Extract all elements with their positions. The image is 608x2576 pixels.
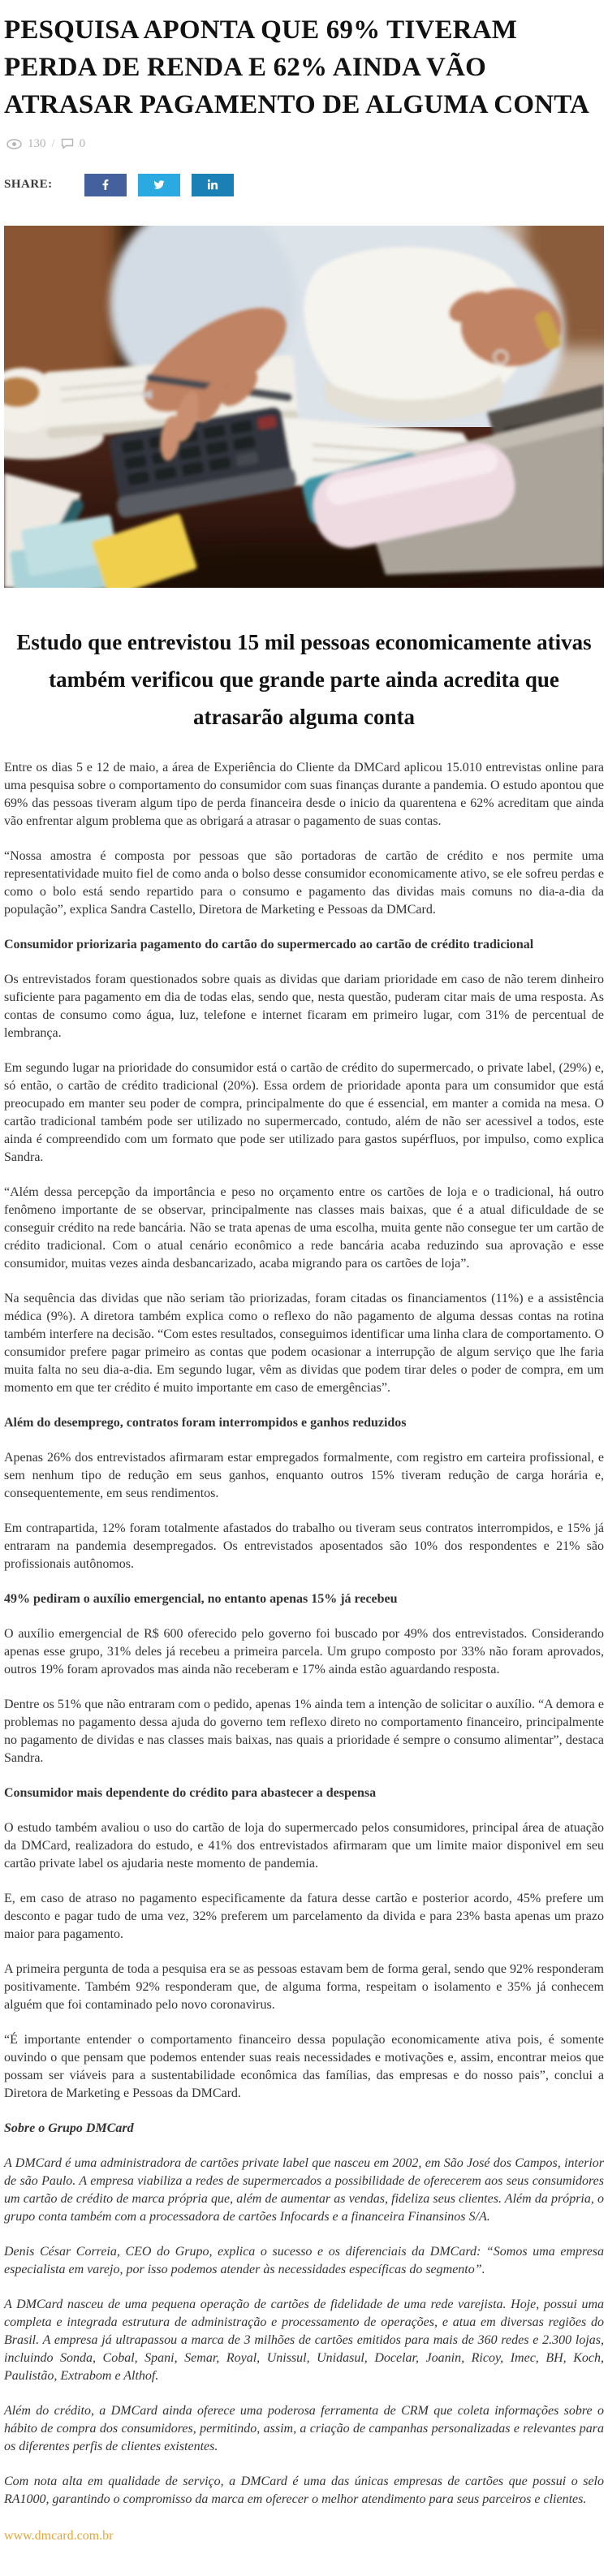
share-linkedin-button[interactable] (192, 174, 234, 196)
section-heading: 49% pediram o auxílio emergencial, no entanto apenas 15% já recebeu (4, 1591, 398, 1606)
views-count: 130 (28, 136, 46, 150)
article-paragraph: E, em caso de atraso no pagamento especificamente da fatura desse cartão e posterior acordo, 45% prefere um desconto e pagar tudo de uma vez, 32% preferem um parcelamento da divida e para 23% basta apenas um prazo maior para pagamento. (4, 1891, 604, 1941)
comments-count: 0 (79, 136, 86, 150)
article-paragraph: Em contrapartida, 12% foram totalmente afastados do trabalho ou tiveram seus contratos interrompidos, e 15% já entraram na pandemia desempregados. Os entrevistados aposentados são 10% dos respondentes e 21% são profissionais autônomos. (4, 1521, 604, 1571)
share-facebook-button[interactable] (84, 174, 127, 196)
article-paragraph: Denis César Correia, CEO do Grupo, explica o sucesso e os diferenciais da DMCard: “Somos uma empresa especialista em varejo, por isso podemos atender às necessidades específicas do segmento”. (4, 2244, 604, 2276)
article-paragraph: O estudo também avaliou o uso do cartão de loja do supermercado pelos consumidores, principal área de atuação da DMCard, realizadora do estudo, e 41% dos entrevistados afirmaram que um limite maior disponivel em seu cartão private label os ajudaria neste momento de pandemia. (4, 1820, 604, 1871)
views-icon (6, 139, 22, 149)
article-paragraph: Apenas 26% dos entrevistados afirmaram estar empregados formalmente, com registro em carteira profissional, e sem nenhum tipo de redução em seus ganhos, enquanto outros 15% tiveram redução de carga horária e, consequentemente, em seus rendimentos. (4, 1450, 604, 1500)
article-paragraph: A DMCard nasceu de uma pequena operação de cartões de fidelidade de uma rede varejista. Hoje, possui uma completa e integrada estrutura de administração e processamento de operações, e atua em diversas regiões do Brasil. A empresa já ultrapassou a marca de 3 milhões de cartões emitidos para mais de 360 redes e 2.300 lojas, incluindo Sonda, Cobal, Spani, Semar, Royal, Unissul, Unidasul, Docelar, Joanin, Ricoy, Imec, BH, Koch, Paulistão, Extrabom e Althof. (4, 2297, 604, 2383)
article-body (4, 759, 604, 2544)
section-heading: Consumidor mais dependente do crédito para abastecer a despensa (4, 1785, 377, 1800)
article-subtitle: Estudo que entrevistou 15 mil pessoas economicamente ativas também verificou que grande parte ainda acredita que atrasarão alguma conta (16, 629, 592, 730)
dmcard-website-link[interactable]: www.dmcard.com.br (4, 2528, 114, 2543)
twitter-icon (153, 179, 166, 190)
linkedin-icon (207, 179, 218, 191)
article-paragraph: Os entrevistados foram questionados sobre quais as dividas que dariam prioridade em caso de não terem dinheiro suficiente para pagamento em dia de todas elas, sendo que, nesta questão, puderam citar mais de uma resposta. As contas de consumo como água, luz, telefone e internet ficaram em primeiro lugar, com 31% de percentual de lembrança. (4, 972, 604, 1040)
meta-separator: / (51, 136, 55, 150)
article-paragraph: “Além dessa percepção da importância e peso no orçamento entre os cartões de loja e o tradicional, há outro fenômeno importante de se observar, principalmente nas classes mais baixas, que é a atual dificuldade de se conseguir crédito na rede bancária. Não se trata apenas de uma escolha, muita gente não consegue ter um cartão de crédito tradicional. Com o atual cenário econômico a rede bancária acaba reduzindo sua aprovação e esse consumidor, muitas vezes ainda desbancarizado, acaba migrando para os cartões de loja”. (4, 1184, 604, 1271)
comments-icon (61, 138, 74, 149)
article-paragraph: Além do crédito, a DMCard ainda oferece uma poderosa ferramenta de CRM que coleta informações sobre o hábito de compra dos consumidores, permitindo, assim, a criação de campanhas personalizadas e relevantes para os diferentes perfis de clientes existentes. (4, 2403, 604, 2453)
section-heading-about: Sobre o Grupo DMCard (4, 2121, 134, 2135)
section-heading: Consumidor priorizaria pagamento do cartão do supermercado ao cartão de crédito tradicional (4, 937, 534, 951)
share-twitter-button[interactable] (138, 174, 180, 196)
article-paragraph: A primeira pergunta de toda a pesquisa era se as pessoas estavam bem de forma geral, sendo que 92% responderam positivamente. Também 92% responderam que, de alguma forma, respeitam o isolamento e 35% já conhecem alguém que foi contaminado pelo novo coronavirus. (4, 1961, 604, 2012)
page-title: PESQUISA APONTA QUE 69% TIVERAM PERDA DE RENDA E 62% AINDA VÃO ATRASAR PAGAMENTO DE ALGUMA CONTA (4, 15, 590, 120)
article-paragraph: Dentre os 51% que não entraram com o pedido, apenas 1% ainda tem a intenção de solicitar o auxílio. “A demora e problemas no pagamento dessa ajuda do governo tem reflexo direto no comportamento financeiro, principalmente no pagamento de dividas e nas classes mais baixas, nas quais a prioridade é sempre o consumo alimentar”, destaca Sandra. (4, 1697, 604, 1765)
article-photo (4, 226, 604, 588)
article-paragraph: “Nossa amostra é composta por pessoas que são portadoras de cartão de crédito e nos permite uma representatividade muito fiel de como anda o bolso desse consumidor economicamente ativo, se ele sofreu perdas e como o bolo está sendo repartido para o consumo e pagamento das dividas mais comuns no dia-a-dia da população”, explica Sandra Castello, Diretora de Marketing e Pessoas da DMCard. (4, 848, 604, 917)
share-bar (4, 174, 604, 196)
article-paragraph: Entre os dias 5 e 12 de maio, a área de Experiência do Cliente da DMCard aplicou 15.010 entrevistas online para uma pesquisa sobre o comportamento do consumidor com suas finanças durante a pandemia. O estudo apontou que 69% das pessoas tiveram algum tipo de perda financeira desde o inicio da quarentena e 62% acreditam que ainda vão enfrentar algum problema que as obrigará a atrasar o pagamento de suas contas. (4, 760, 604, 828)
article-paragraph: A DMCard é uma administradora de cartões private label que nasceu em 2002, em São José dos Campos, interior de são Paulo. A empresa viabiliza a redes de supermercados a possibilidade de oferecerem aos seus consumidores um cartão de crédito de marca própria que, além de aumentar as vendas, fideliza seus clientes. Além da própria, o grupo conta também com a processadora de cartões Infocards e a financeira Finansinos S/A. (4, 2155, 604, 2224)
post-meta (6, 137, 604, 151)
article-paragraph: “É importante entender o comportamento financeiro dessa população economicamente ativa pois, é somente ouvindo o que pensam que podemos entender suas reais necessidades e motivações e, assim, encontrar meios que possam ser viáveis para a sustentabilidade econômica das famílias, das empresas e do nosso pais”, conclui a Diretora de Marketing e Pessoas da DMCard. (4, 2032, 604, 2100)
article-paragraph: Na sequência das dividas que não seriam tão priorizadas, foram citadas os financiamentos (11%) e a assistência médica (9%). A diretora também explica como o reflexo do não pagamento de alguma dessas contas na rotina também interfere na decisão. “Com estes resultados, conseguimos identificar uma linha clara de comportamento. O consumidor prefere pagar primeiro as contas que podem ocasionar a interrupção de algum serviço que lhe faria muita falta no seu dia-a-dia. Em segundo lugar, vêm as dividas que podem tirar deles o poder de compra, em um momento em que ter crédito é muito importante em caso de emergências”. (4, 1291, 604, 1395)
share-label: SHARE: (4, 178, 53, 192)
article-paragraph: O auxílio emergencial de R$ 600 oferecido pelo governo foi buscado por 49% dos entrevistados. Considerando apenas esse grupo, 31% deles já recebeu a primeira parcela. Um grupo composto por 33% não foram aprovados, outros 19% foram aprovados mas ainda não receberam e 17% ainda estão aguardando resposta. (4, 1626, 604, 1676)
facebook-icon (102, 179, 109, 191)
article-paragraph: Em segundo lugar na prioridade do consumidor está o cartão de crédito do supermercado, o private label, (29%) e, só então, o cartão de crédito tradicional (20%). Essa ordem de prioridade aponta para um consumidor que está preocupado em manter seu poder de compra, principalmente do que é essencial, em manter a comida na mesa. O cartão tradicional também pode ser utilizado no supermercado, contudo, além de não ser acessivel a todos, este ainda é compreendido com um formato que pode ser utilizado para gastos supérfluos, por impulso, como explica Sandra. (4, 1060, 604, 1164)
article-paragraph: Com nota alta em qualidade de serviço, a DMCard é uma das únicas empresas de cartões que possui o selo RA1000, garantindo o compromisso da marca em oferecer o melhor atendimento para seus parceiros e clientes. (4, 2474, 604, 2506)
section-heading: Além do desemprego, contratos foram interrompidos e ganhos reduzidos (4, 1415, 407, 1430)
